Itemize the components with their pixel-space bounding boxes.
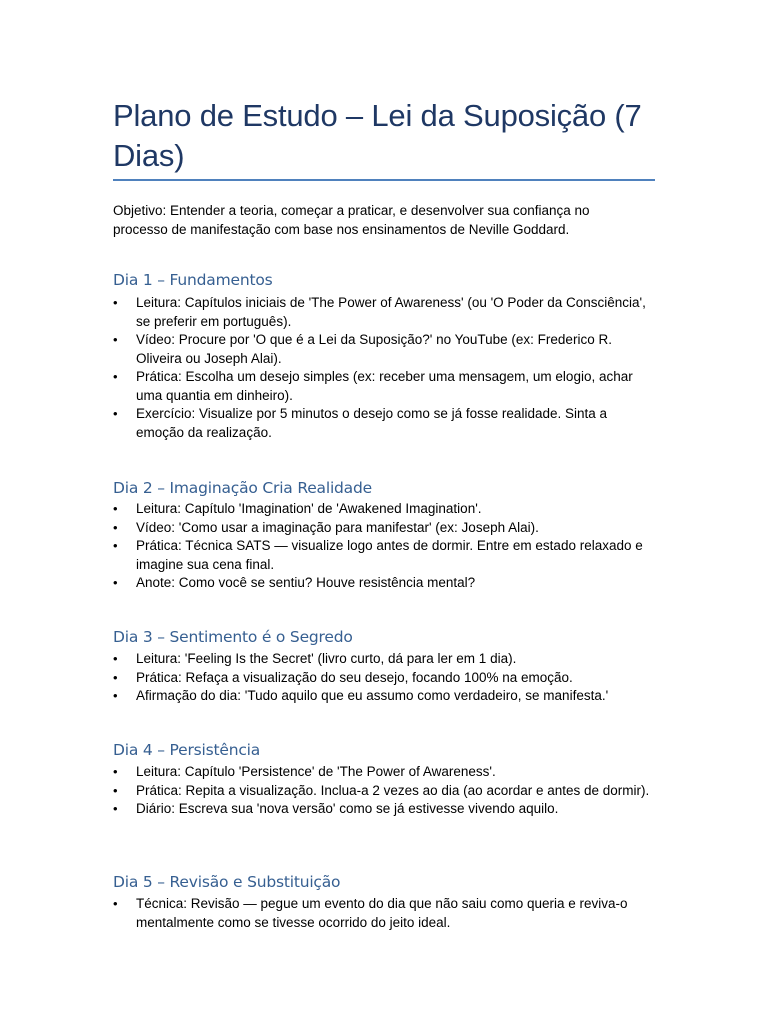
list-item-text: Leitura: Capítulo 'Imagination' de 'Awakened Imagination'. (136, 501, 482, 516)
day-1-heading: Dia 1 – Fundamentos (113, 271, 273, 289)
list-item (113, 368, 653, 405)
bullet-icon: • (113, 332, 118, 347)
day-5-list (113, 895, 653, 932)
day-3-heading: Dia 3 – Sentimento é o Segredo (113, 628, 353, 646)
day-4-heading: Dia 4 – Persistência (113, 741, 261, 759)
list-item (113, 574, 653, 593)
list-item (113, 331, 653, 368)
list-item-text: Leitura: Capítulo 'Persistence' de 'The Power of Awareness'. (136, 764, 496, 779)
list-item-text: Técnica: Revisão — pegue um evento do dia que não saiu como queria e reviva-o mentalmente como se tivesse ocorrido do jeito ideal. (136, 896, 628, 930)
bullet-icon: • (113, 575, 118, 590)
list-item-text: Exercício: Visualize por 5 minutos o desejo como se já fosse realidade. Sinta a emoção da realização. (136, 406, 608, 440)
bullet-icon: • (113, 295, 118, 310)
list-item-text: Anote: Como você se sentiu? Houve resistência mental? (136, 575, 476, 590)
bullet-icon: • (113, 519, 118, 535)
bullet-icon: • (113, 669, 118, 685)
document-title: Plano de Estudo – Lei da Suposição (7 Dias) (113, 98, 642, 173)
bullet-icon: • (113, 369, 118, 384)
list-item-text: Afirmação do dia: 'Tudo aquilo que eu assumo como verdadeiro, se manifesta.' (136, 688, 609, 703)
day-2-list (113, 500, 653, 593)
list-item-text: Leitura: 'Feeling Is the Secret' (livro curto, dá para ler em 1 dia). (136, 651, 517, 666)
list-item (113, 687, 653, 706)
bullet-icon: • (113, 782, 118, 798)
list-item-text: Diário: Escreva sua 'nova versão' como se já estivesse vivendo aquilo. (136, 801, 559, 816)
list-item (113, 294, 653, 331)
list-item (113, 800, 653, 819)
list-item-text: Leitura: Capítulos iniciais de 'The Power of Awareness' (ou 'O Poder da Consciência', se preferir em português). (136, 295, 646, 329)
bullet-icon: • (113, 896, 118, 911)
day-2-heading: Dia 2 – Imaginação Cria Realidade (113, 479, 372, 497)
bullet-icon: • (113, 651, 118, 666)
bullet-icon: • (113, 538, 118, 553)
list-item (113, 537, 653, 574)
list-item-text: Prática: Escolha um desejo simples (ex: receber uma mensagem, um elogio, achar uma quantia em dinheiro). (136, 369, 633, 403)
list-item (113, 500, 653, 519)
bullet-icon: • (113, 406, 118, 421)
list-item (113, 763, 653, 782)
list-item (113, 669, 653, 688)
bullet-icon: • (113, 501, 118, 516)
bullet-icon: • (113, 764, 118, 779)
list-item (113, 895, 653, 932)
list-item-text: Vídeo: 'Como usar a imaginação para manifestar' (ex: Joseph Alai). (136, 519, 539, 535)
day-4-list (113, 763, 653, 819)
title-underline (113, 179, 655, 181)
objective-paragraph: Objetivo: Entender a teoria, começar a praticar, e desenvolver sua confiança no processo de manifestação com base nos ensinamentos de Neville Goddard. (113, 203, 590, 237)
list-item (113, 782, 653, 801)
day-3-list (113, 650, 653, 706)
bullet-icon: • (113, 688, 118, 703)
list-item (113, 650, 653, 669)
list-item-text: Prática: Repita a visualização. Inclua-a 2 vezes ao dia (ao acordar e antes de dormir). (136, 782, 650, 798)
bullet-icon: • (113, 801, 118, 816)
list-item-text: Prática: Refaça a visualização do seu desejo, focando 100% na emoção. (136, 669, 573, 685)
list-item (113, 519, 653, 538)
day-5-heading: Dia 5 – Revisão e Substituição (113, 873, 341, 891)
list-item-text: Vídeo: Procure por 'O que é a Lei da Suposição?' no YouTube (ex: Frederico R. Oliveira ou Joseph Alai). (136, 332, 612, 366)
day-1-list (113, 294, 653, 442)
list-item-text: Prática: Técnica SATS — visualize logo antes de dormir. Entre em estado relaxado e imagine sua cena final. (136, 538, 643, 572)
list-item (113, 405, 653, 442)
